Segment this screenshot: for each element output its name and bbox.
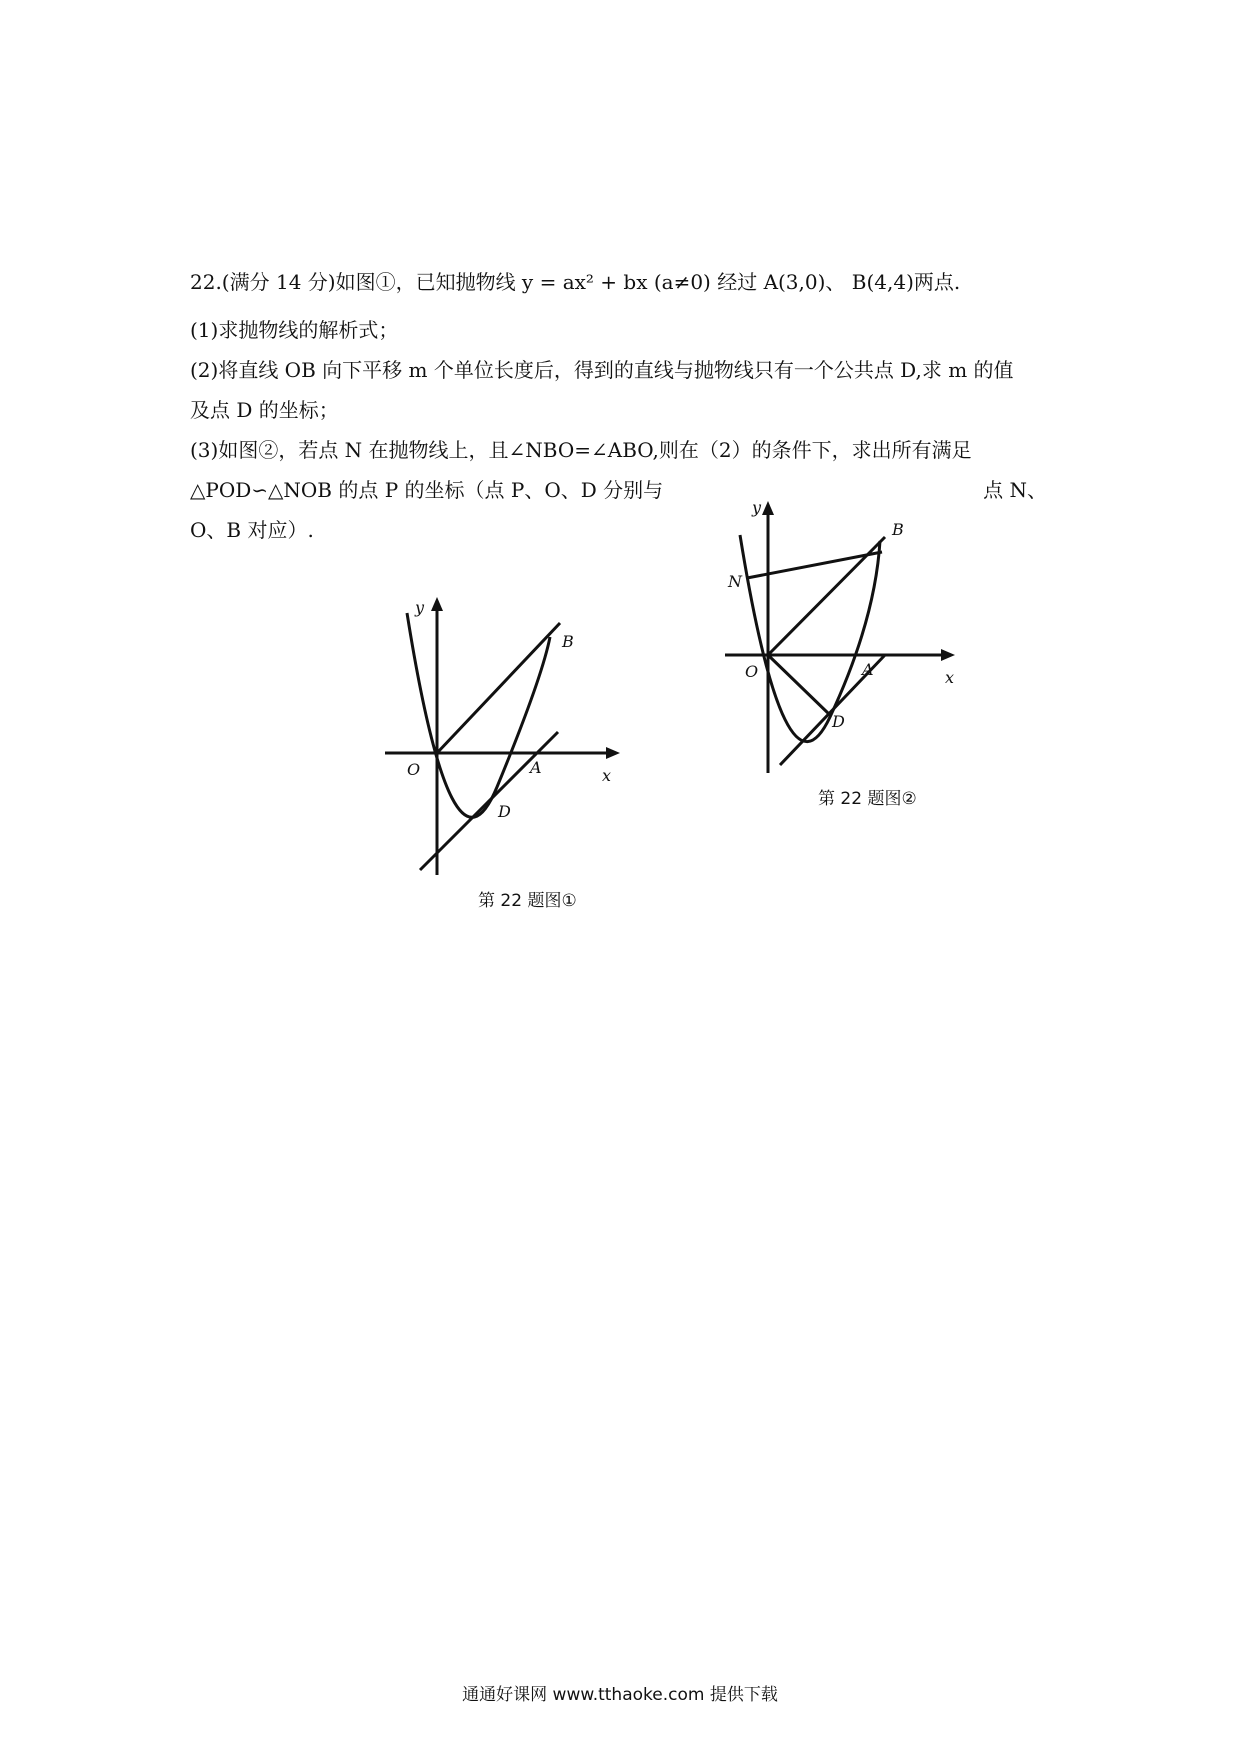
figure-2 — [720, 495, 990, 785]
fig1-label-b: B — [562, 632, 574, 651]
fig2-label-y: y — [752, 498, 762, 517]
fig1-y-axis-arrow — [431, 597, 443, 611]
problem-part-2-line-1: (2)将直线 OB 向下平移 m 个单位长度后，得到的直线与抛物线只有一个公共点 D,求 m 的值 — [190, 358, 1014, 382]
footer-text: 通通好课网 www.tthaoke.com 提供下载 — [462, 1685, 778, 1705]
fig2-x-axis-arrow — [941, 649, 955, 661]
problem-part-3-line-2-start: △POD∽△NOB 的点 P 的坐标（点 P、O、D 分别与 — [190, 478, 664, 502]
problem-part-3-line-1: (3)如图②，若点 N 在抛物线上，且∠NBO=∠ABO,则在（2）的条件下，求出所有满足 — [190, 438, 972, 462]
fig2-label-o: O — [745, 662, 759, 681]
figure-2-caption: 第 22 题图② — [818, 789, 917, 809]
fig2-label-n: N — [728, 572, 742, 591]
problem-part-3-line-3: O、B 对应）. — [190, 518, 314, 542]
fig1-label-a: A — [530, 758, 542, 777]
problem-intro: 22.(满分 14 分)如图①，已知抛物线 y = ax² + bx (a≠0) 经过 A(3,0)、 B(4,4)两点. — [190, 270, 961, 294]
fig2-line-od — [768, 655, 830, 715]
problem-part-3-line-2-end: 点 N、 — [983, 478, 1047, 502]
fig2-label-a: A — [862, 660, 874, 679]
fig2-label-b: B — [892, 520, 904, 539]
fig2-label-x: x — [945, 668, 955, 687]
figure-1 — [370, 595, 640, 875]
fig2-label-d: D — [832, 712, 845, 731]
problem-part-2-line-2: 及点 D 的坐标； — [190, 398, 339, 422]
fig2-y-axis-arrow — [762, 501, 774, 515]
fig1-x-axis-arrow — [606, 747, 620, 759]
fig1-line-ob — [437, 623, 560, 753]
figure-1-caption: 第 22 题图① — [478, 891, 577, 911]
fig1-label-x: x — [602, 766, 612, 785]
fig1-label-o: O — [407, 760, 421, 779]
fig1-label-y: y — [415, 598, 425, 617]
problem-part-1: (1)求抛物线的解析式； — [190, 318, 399, 342]
fig1-parabola — [407, 613, 550, 817]
fig1-label-d: D — [498, 802, 511, 821]
